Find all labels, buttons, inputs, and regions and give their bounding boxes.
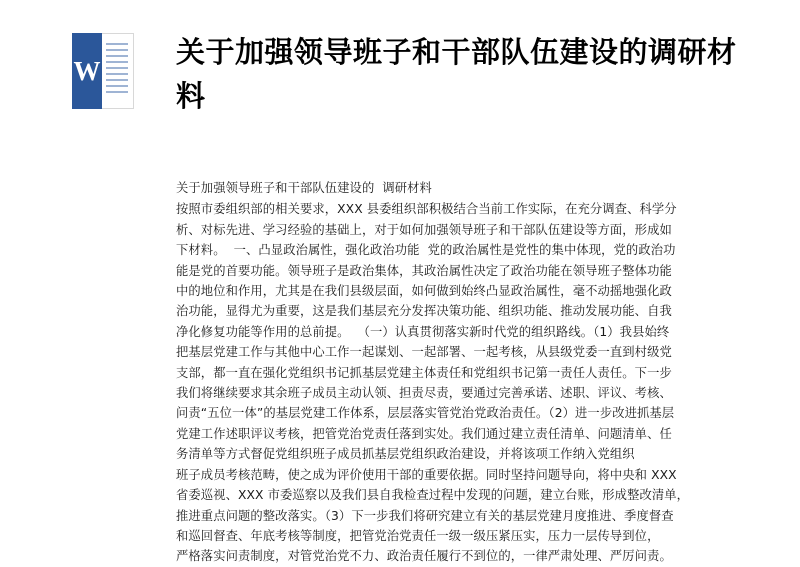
document-line: 党建工作述职评议考核，把管党治党责任落到实处。我们通过建立责任清单、问题清单、任 bbox=[176, 426, 672, 441]
document-line: 我们将继续要求其余班子成员主动认领、担责尽责，要通过完善承诺、述职、评议、考核、 bbox=[176, 386, 672, 401]
document-line: 支部，都一直在强化党组织书记抓基层党建主体责任和党组织书记第一责任人责任。下一步 bbox=[176, 365, 672, 380]
document-line: 净化修复功能等作用的总前提。 （一）认真贯彻落实新时代党的组织路线。（1）我县始终 bbox=[176, 324, 670, 339]
document-line: 问责“五位一体”的基层党建工作体系，层层落实管党治党政治责任。（2）进一步改进抓基层 bbox=[176, 406, 675, 421]
document-body bbox=[176, 178, 716, 567]
document-line: 下材料。 一、凸显政治属性，强化政治功能 党的政治属性是党性的集中体现，党的政治功 bbox=[176, 243, 676, 258]
icon-letter: W bbox=[73, 56, 101, 86]
document-line: 省委巡视、XXX 市委巡察以及我们县自我检查过程中发现的问题，建立台账，形成整改清单， bbox=[176, 488, 690, 503]
document-line: 和巡回督查、年底考核等制度，把管党治党责任一级一级压紧压实，压力一层传导到位， bbox=[176, 528, 660, 543]
icon-text-lines bbox=[106, 43, 128, 99]
document-header bbox=[0, 0, 800, 150]
document-line: 能是党的首要功能。领导班子是政治集体，其政治属性决定了政治功能在领导班子整体功能 bbox=[176, 263, 672, 278]
document-line: 务清单等方式督促党组织班子成员抓基层党组织政治建设，并将该项工作纳入党组织 bbox=[176, 447, 635, 462]
document-line: 班子成员考核范畴，使之成为评价使用干部的重要依据。同时坚持问题导向，将中央和 XXX bbox=[176, 467, 677, 482]
document-line: 治功能，显得尤为重要，这是我们基层充分发挥决策功能、组织功能、推动发展功能、自我 bbox=[176, 304, 672, 319]
word-document-icon bbox=[72, 33, 134, 109]
document-line: 严格落实问责制度，对管党治党不力、政治责任履行不到位的，一律严肃处理、严厉问责。 bbox=[176, 549, 672, 564]
document-line: 中的地位和作用，尤其是在我们县级层面，如何做到始终凸显政治属性，毫不动摇地强化政 bbox=[176, 284, 672, 299]
document-heading-line: 关于加强领导班子和干部队伍建设的 调研材料 bbox=[176, 181, 432, 195]
document-line: 析、对标先进、学习经验的基础上，对于如何加强领导班子和干部队伍建设等方面，形成如 bbox=[176, 222, 672, 237]
document-line: 把基层党建工作与其他中心工作一起谋划、一起部署、一起考核，从县级党委一直到村级党 bbox=[176, 345, 672, 360]
page-title: 关于加强领导班子和干部队伍建设的调研材料 bbox=[176, 35, 737, 113]
document-line: 按照市委组织部的相关要求，XXX 县委组织部积极结合当前工作实际，在充分调查、科学分 bbox=[176, 202, 677, 217]
document-line: 推进重点问题的整改落实。（3）下一步我们将研究建立有关的基层党建月度推进、季度督查 bbox=[176, 508, 674, 523]
